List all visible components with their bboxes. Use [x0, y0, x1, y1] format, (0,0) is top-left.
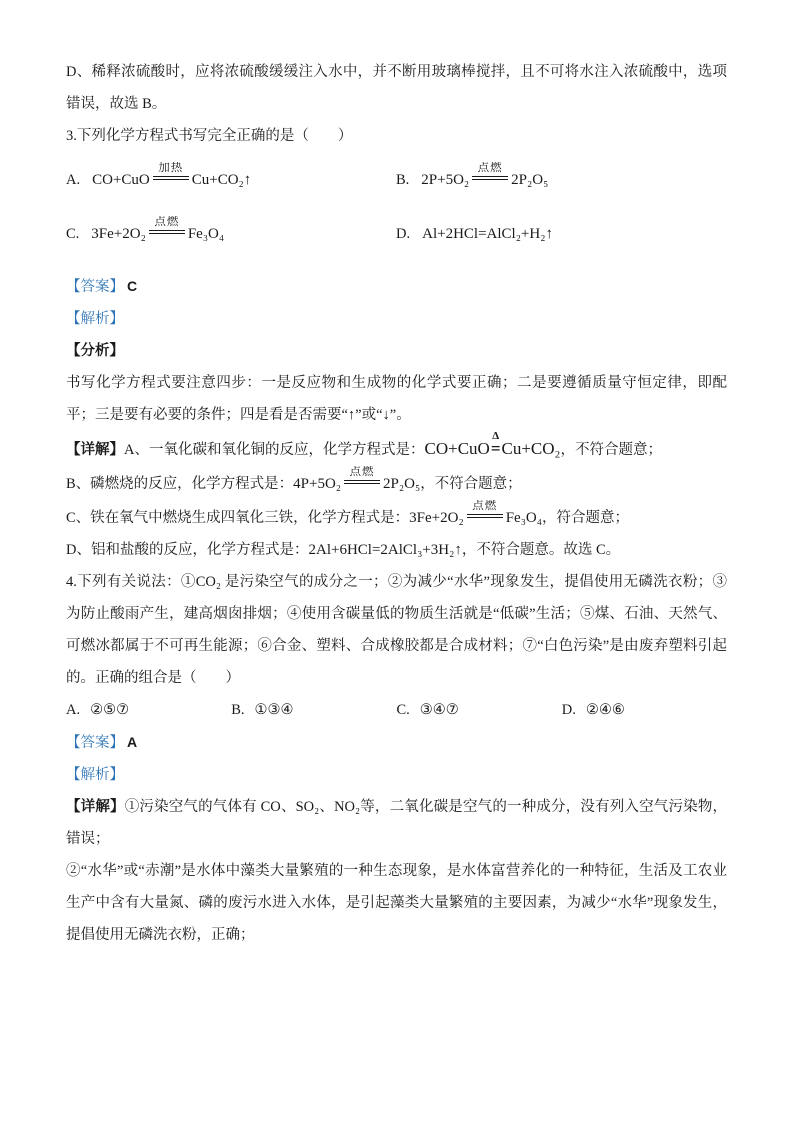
equation-right: Cu+CO₂↑ [191, 172, 252, 188]
detail-a-equation [424, 430, 561, 458]
q4-option-c-value: ③④⑦ [419, 702, 459, 718]
double-line-equals [153, 176, 189, 180]
detail-c-suffix: ，符合题意； [542, 510, 629, 526]
q4-option-a-label: A. [66, 702, 81, 718]
q3-detail-c [66, 500, 727, 534]
q4-option-b [231, 694, 396, 726]
detail-b-suffix: ，不符合题意； [420, 476, 522, 492]
reaction-condition-equals [152, 162, 190, 184]
double-line-equals [344, 480, 380, 484]
detail-d-text: D、铝和盐酸的反应，化学方程式是： [66, 542, 309, 558]
q3-option-b-label: B. [396, 172, 410, 188]
q3-option-a [66, 162, 396, 196]
equation-left: CO+CuO [424, 439, 490, 458]
q3-option-c [66, 216, 396, 250]
q2-option-d-explanation: D、稀释浓硫酸时，应将浓硫酸缓缓注入水中，并不断用玻璃棒搅拌，且不可将水注入浓硫酸中，选项错误，故选 B。 [66, 64, 727, 112]
equation-right: Cu+CO₂ [501, 439, 561, 458]
double-line-equals [472, 176, 508, 180]
q4-option-c-label: C. [396, 702, 410, 718]
q4-detail-2: ②“水华”或“赤潮”是水体中藻类大量繁殖的一种生态现象，是水体富营养化的一种特征，生活及工农业生产中含有大量氮、磷的废污水进入水体，是引起藻类大量繁殖的主要因素，为减少“水华”现象发生，提倡使用无磷洗衣粉，正确； [66, 863, 727, 943]
equation-right: Fe₃O₄ [187, 226, 225, 242]
q4-answer-line [66, 726, 727, 759]
q3-answer-line [66, 270, 727, 303]
q3-option-a-label: A. [66, 172, 81, 188]
equation-left: 4P+5O₂ [293, 476, 342, 492]
q4-option-a-value: ②⑤⑦ [90, 702, 130, 718]
detail-d-suffix: ，不符合题意。故选 C。 [461, 542, 621, 558]
q3-answer-value: C [127, 278, 138, 294]
q3-detail-d [66, 534, 727, 566]
q4-answer-value: A [127, 734, 138, 750]
detail-d-equation: 2Al+6HCl=2AlCl₃+3H₂↑ [308, 542, 462, 558]
q4-detail-1 [66, 791, 727, 855]
q3-jiexi-line [66, 303, 727, 335]
reaction-condition-equals [343, 466, 381, 488]
q3-detail-a [66, 431, 727, 466]
xiangjie-label: 【详解】 [66, 442, 124, 458]
q4-options-row [66, 694, 727, 726]
answer-label: 【答案】 [66, 735, 124, 751]
equation-left: 2P+5O₂ [421, 172, 470, 188]
detail-c-equation [409, 500, 542, 526]
detail-b-equation [293, 466, 421, 492]
detail-a-suffix: ，不符合题意； [560, 442, 662, 458]
equation-left: CO+CuO [92, 172, 150, 188]
q3-stem: 3.下列化学方程式书写完全正确的是（ ） [66, 128, 353, 144]
equation-right: 2P₂O₅ [383, 476, 421, 492]
q4-option-b-value: ①③④ [254, 702, 294, 718]
double-line-equals [149, 230, 185, 234]
jiexi-label: 【解析】 [66, 311, 124, 327]
equation-right: Fe₃O₄ [505, 510, 542, 526]
q3-option-b [396, 162, 726, 196]
delta-over-equals [491, 431, 501, 456]
fenxi-label: 【分析】 [66, 343, 124, 359]
q3-options-row-1 [66, 162, 727, 196]
q3-option-b-equation [421, 162, 549, 188]
condition-text: 点燃 [477, 162, 503, 174]
answer-label: 【答案】 [66, 279, 124, 295]
q4-option-d-label: D. [561, 702, 576, 718]
equals-sign: = [490, 439, 501, 458]
jiexi-label: 【解析】 [66, 767, 124, 783]
xiangjie-label: 【详解】 [66, 799, 125, 815]
condition-text: 点燃 [349, 466, 375, 478]
condition-text: 点燃 [472, 500, 498, 512]
q3-option-d-label: D. [396, 226, 411, 242]
q3-option-a-equation [92, 162, 252, 188]
reaction-condition-equals [471, 162, 509, 184]
equation-right: 2P₂O₅ [511, 172, 549, 188]
q4-stem: 4.下列有关说法：①CO₂ 是污染空气的成分之一；②为减少“水华”现象发生，提倡使用无磷洗衣粉；③为防止酸雨产生，建高烟囱排烟；④使用含碳量低的物质生活就是“低碳”生活；⑤煤、石油、天然气、可燃冰都属于不可再生能源；⑥合金、塑料、合成橡胶都是合成材料；⑦“白色污染”是由废弃塑料引起的。正确的组合是（ ） [66, 574, 727, 686]
equation-left: 3Fe+2O₂ [409, 510, 464, 526]
q3-option-d [396, 218, 726, 250]
q3-analysis-text: 书写化学方程式要注意四步：一是反应物和生成物的化学式要正确；二是要遵循质量守恒定律，即配平；三是要有必要的条件；四是看是否需要“↑”或“↓”。 [66, 375, 727, 423]
q3-detail-b [66, 466, 727, 500]
q3-option-d-equation: Al+2HCl=AlCl₂+H₂↑ [422, 226, 553, 242]
reaction-condition-equals [466, 500, 504, 522]
q3-fenxi-line [66, 335, 727, 367]
q4-option-d-value: ②④⑥ [585, 702, 625, 718]
q4-option-c [397, 694, 562, 726]
q4-option-d [562, 694, 727, 726]
detail-a-text: A、一氧化碳和氧化铜的反应，化学方程式是： [124, 442, 425, 458]
condition-text: 加热 [158, 162, 184, 174]
q4-detail-1-text: ①污染空气的气体有 CO、SO₂、NO₂等，二氧化碳是空气的一种成分，没有列入空气污染物，错误； [66, 799, 728, 847]
detail-b-text: B、磷燃烧的反应，化学方程式是： [66, 476, 294, 492]
condition-text: 点燃 [154, 216, 180, 228]
delta-symbol: Δ [492, 430, 500, 442]
equation-left: 3Fe+2O₂ [91, 226, 146, 242]
q3-option-c-equation [91, 216, 225, 242]
detail-c-text: C、铁在氧气中燃烧生成四氧化三铁，化学方程式是： [66, 510, 410, 526]
double-line-equals [467, 514, 503, 518]
q3-option-c-label: C. [66, 226, 80, 242]
reaction-condition-equals [148, 216, 186, 238]
q4-option-b-label: B. [231, 702, 245, 718]
q4-option-a [66, 694, 231, 726]
q3-options-row-2 [66, 216, 727, 250]
q4-jiexi-line [66, 759, 727, 791]
